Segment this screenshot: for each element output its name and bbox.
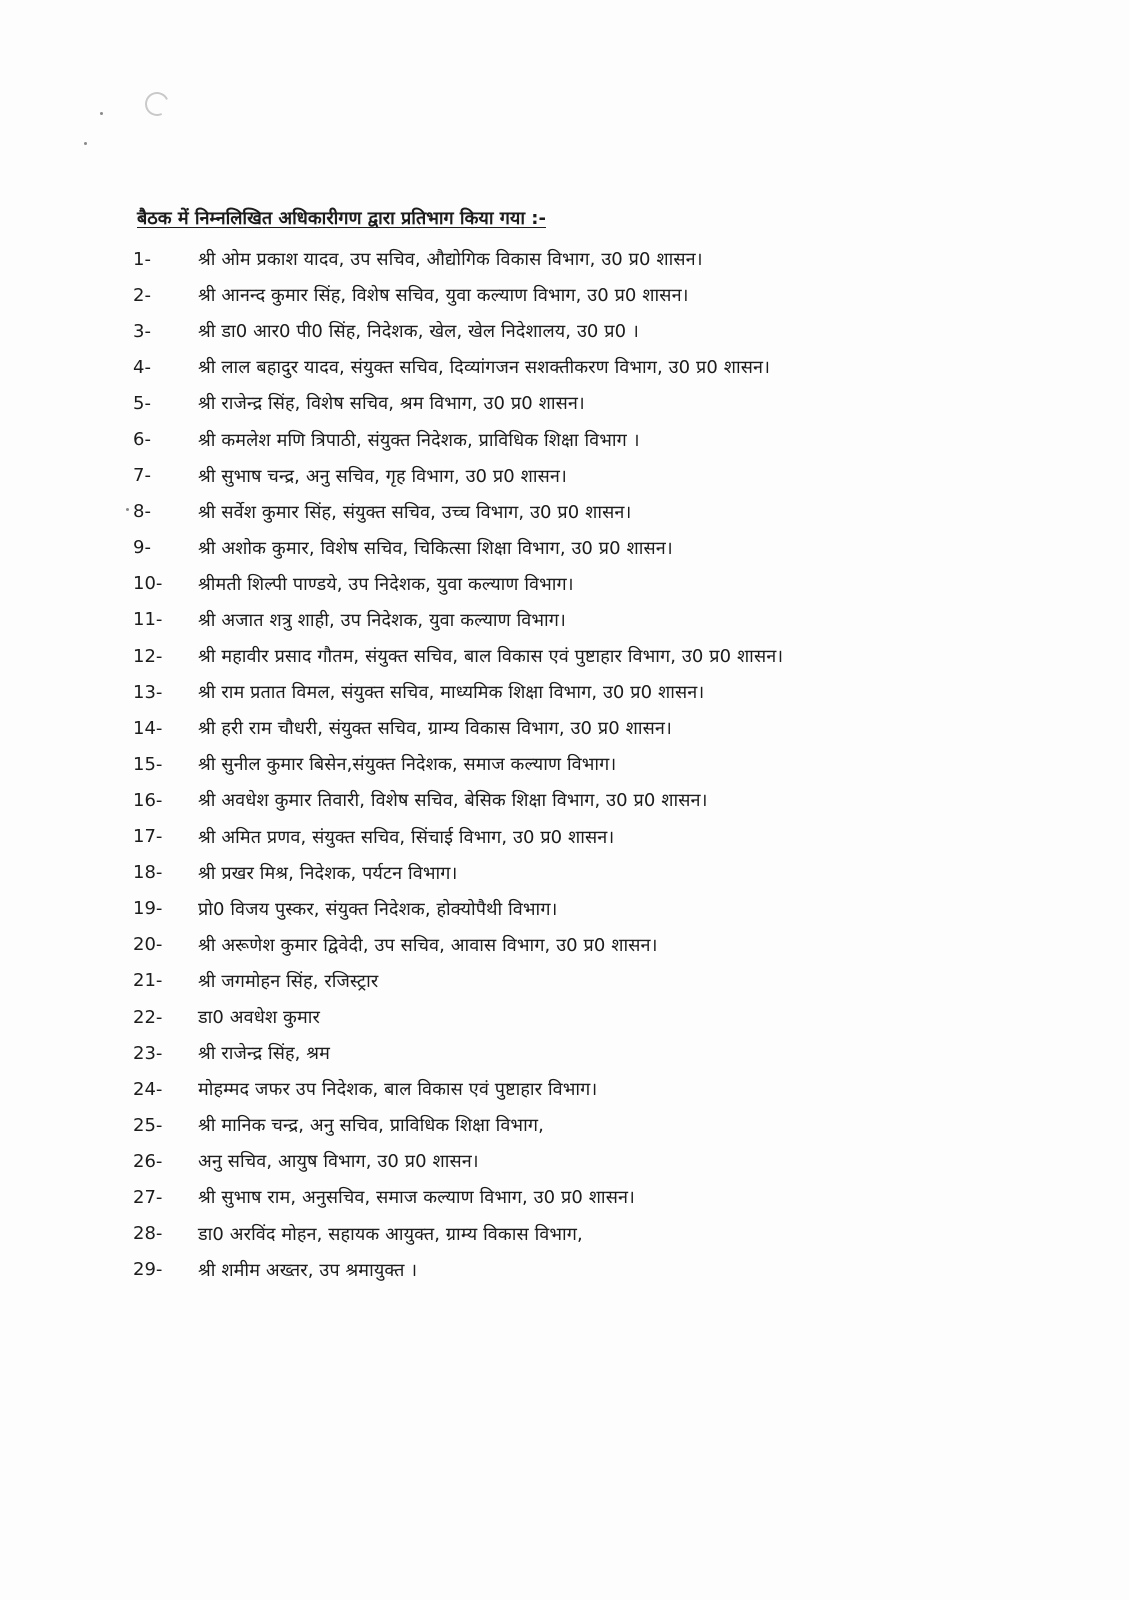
- attendee-number: 5-: [133, 392, 151, 414]
- attendee-row: [133, 819, 1013, 855]
- attendee-text: श्री कमलेश मणि त्रिपाठी, संयुक्त निदेशक, प्राविधिक शिक्षा विभाग ।: [198, 429, 640, 451]
- attendee-number: 16-: [133, 789, 163, 811]
- attendee-text: श्री शमीम अख्तर, उप श्रमायुक्त ।: [198, 1259, 418, 1281]
- attendee-row: [133, 1252, 1013, 1288]
- attendee-number: 23-: [133, 1042, 163, 1064]
- attendee-row: [133, 1216, 1013, 1252]
- attendee-text: श्री अवधेश कुमार तिवारी, विशेष सचिव, बेसिक शिक्षा विभाग, उ0 प्र0 शासन।: [198, 790, 708, 812]
- attendee-row: [133, 349, 1013, 385]
- attendee-row: [133, 674, 1013, 710]
- attendee-row: [133, 458, 1013, 494]
- attendee-row: [133, 710, 1013, 746]
- attendee-row: [133, 855, 1013, 891]
- attendee-text: श्री लाल बहादुर यादव, संयुक्त सचिव, दिव्यांगजन सशक्तीकरण विभाग, उ0 प्र0 शासन।: [198, 357, 770, 379]
- attendee-number: 25-: [133, 1114, 163, 1136]
- attendee-text: श्री महावीर प्रसाद गौतम, संयुक्त सचिव, बाल विकास एवं पुष्टाहार विभाग, उ0 प्र0 शासन।: [198, 646, 784, 668]
- attendee-number: 28-: [133, 1223, 163, 1245]
- attendee-number: 12-: [133, 645, 163, 667]
- attendee-number: 10-: [133, 573, 163, 595]
- attendee-row: [133, 277, 1013, 313]
- attendee-row: [133, 891, 1013, 927]
- attendee-row: [133, 241, 1013, 277]
- attendee-text: श्री ओम प्रकाश यादव, उप सचिव, औद्योगिक विकास विभाग, उ0 प्र0 शासन।: [198, 249, 703, 271]
- attendee-text: श्री अरूणेश कुमार द्विवेदी, उप सचिव, आवास विभाग, उ0 प्र0 शासन।: [198, 934, 658, 956]
- attendee-row: [133, 313, 1013, 349]
- attendee-number: 13-: [133, 681, 163, 703]
- attendee-number: 3-: [133, 320, 151, 342]
- attendee-text: डा0 अरविंद मोहन, सहायक आयुक्त, ग्राम्य विकास विभाग,: [198, 1223, 583, 1245]
- attendee-text: श्री जगमोहन सिंह, रजिस्ट्रार: [198, 970, 379, 992]
- attendee-text: श्री सुभाष चन्द्र, अनु सचिव, गृह विभाग, उ0 प्र0 शासन।: [198, 465, 567, 487]
- attendee-number: 17-: [133, 826, 163, 848]
- attendee-number: 9-: [133, 537, 151, 559]
- attendee-row: [133, 1143, 1013, 1179]
- attendee-number: 18-: [133, 862, 163, 884]
- attendee-row: [133, 530, 1013, 566]
- attendee-row: [133, 1035, 1013, 1071]
- scan-artifact-circle: [142, 89, 173, 120]
- attendee-text: श्री राम प्रतात विमल, संयुक्त सचिव, माध्यमिक शिक्षा विभाग, उ0 प्र0 शासन।: [198, 682, 705, 704]
- attendee-row: [133, 494, 1013, 530]
- attendee-number: 27-: [133, 1186, 163, 1208]
- attendee-row: [133, 1071, 1013, 1107]
- attendee-number: 22-: [133, 1006, 163, 1028]
- attendee-number: 6-: [133, 429, 151, 451]
- attendance-heading: बैठक में निम्नलिखित अधिकारीगण द्वारा प्रतिभाग किया गया :-: [137, 208, 546, 229]
- attendee-number: 11-: [133, 609, 163, 631]
- attendee-number: 19-: [133, 898, 163, 920]
- attendee-text: प्रो0 विजय पुस्कर, संयुक्त निदेशक, होक्योपैथी विभाग।: [198, 898, 558, 920]
- attendee-number: 2-: [133, 284, 151, 306]
- attendee-text: श्रीमती शिल्पी पाण्डये, उप निदेशक, युवा कल्याण विभाग।: [198, 573, 574, 595]
- attendee-row: [133, 963, 1013, 999]
- scan-artifact-dot: [100, 112, 103, 115]
- attendee-text: मोहम्मद जफर उप निदेशक, बाल विकास एवं पुष्टाहार विभाग।: [198, 1079, 598, 1101]
- attendee-row: [133, 638, 1013, 674]
- scan-artifact-dot: [126, 508, 129, 511]
- attendee-row: [133, 999, 1013, 1035]
- attendee-row: [133, 602, 1013, 638]
- attendee-text: श्री हरी राम चौधरी, संयुक्त सचिव, ग्राम्य विकास विभाग, उ0 प्र0 शासन।: [198, 718, 672, 740]
- attendee-number: 14-: [133, 717, 163, 739]
- attendee-number: 26-: [133, 1150, 163, 1172]
- attendee-text: श्री प्रखर मिश्र, निदेशक, पर्यटन विभाग।: [198, 862, 458, 884]
- attendee-row: [133, 746, 1013, 782]
- attendee-row: [133, 927, 1013, 963]
- attendee-number: 24-: [133, 1078, 163, 1100]
- attendee-text: श्री सुनील कुमार बिसेन,संयुक्त निदेशक, समाज कल्याण विभाग।: [198, 754, 617, 776]
- attendee-number: 7-: [133, 465, 151, 487]
- attendee-text: श्री राजेन्द्र सिंह, विशेष सचिव, श्रम विभाग, उ0 प्र0 शासन।: [198, 393, 585, 415]
- attendee-number: 21-: [133, 970, 163, 992]
- attendee-text: श्री राजेन्द्र सिंह, श्रम: [198, 1043, 330, 1065]
- attendee-number: 4-: [133, 356, 151, 378]
- attendee-text: श्री सर्वेश कुमार सिंह, संयुक्त सचिव, उच्च विभाग, उ0 प्र0 शासन।: [198, 501, 632, 523]
- attendee-list: [133, 241, 1013, 1288]
- attendee-text: श्री डा0 आर0 पी0 सिंह, निदेशक, खेल, खेल निदेशालय, उ0 प्र0 ।: [198, 321, 639, 343]
- attendee-text: श्री मानिक चन्द्र, अनु सचिव, प्राविधिक शिक्षा विभाग,: [198, 1115, 544, 1137]
- attendee-number: 15-: [133, 753, 163, 775]
- attendee-row: [133, 421, 1013, 457]
- attendee-number: 20-: [133, 934, 163, 956]
- attendee-number: 1-: [133, 248, 151, 270]
- attendee-text: श्री अशोक कुमार, विशेष सचिव, चिकित्सा शिक्षा विभाग, उ0 प्र0 शासन।: [198, 537, 673, 559]
- attendee-row: [133, 1179, 1013, 1215]
- attendee-number: 29-: [133, 1259, 163, 1281]
- attendee-text: श्री आनन्द कुमार सिंह, विशेष सचिव, युवा कल्याण विभाग, उ0 प्र0 शासन।: [198, 285, 689, 307]
- attendee-text: अनु सचिव, आयुष विभाग, उ0 प्र0 शासन।: [198, 1151, 479, 1173]
- attendee-text: श्री सुभाष राम, अनुसचिव, समाज कल्याण विभाग, उ0 प्र0 शासन।: [198, 1187, 635, 1209]
- attendee-text: श्री अमित प्रणव, संयुक्त सचिव, सिंचाई विभाग, उ0 प्र0 शासन।: [198, 826, 615, 848]
- attendee-row: [133, 1107, 1013, 1143]
- attendee-text: श्री अजात शत्रु शाही, उप निदेशक, युवा कल्याण विभाग।: [198, 609, 566, 631]
- attendee-text: डा0 अवधेश कुमार: [198, 1007, 320, 1029]
- attendee-row: [133, 782, 1013, 818]
- attendee-number: 8-: [133, 501, 151, 523]
- attendee-row: [133, 385, 1013, 421]
- attendee-row: [133, 566, 1013, 602]
- scan-artifact-dot: [84, 142, 87, 145]
